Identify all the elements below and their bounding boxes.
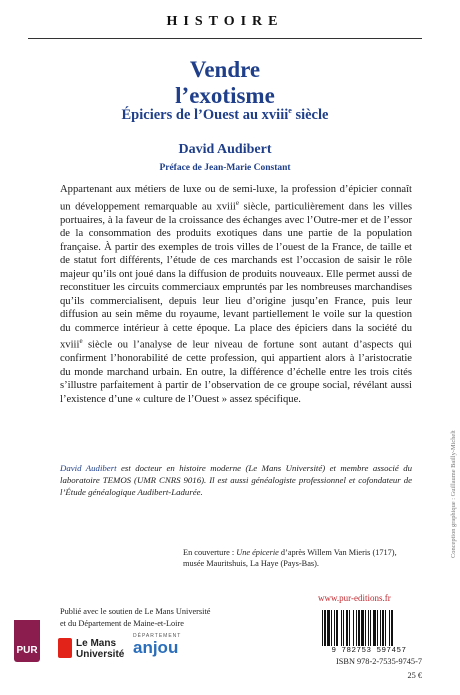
barcode-bar [370, 610, 371, 646]
blurb-sup2: e [79, 337, 83, 346]
barcode-bar [336, 610, 338, 646]
cover-prefix: En couverture : [183, 548, 237, 557]
anjou-logo [133, 633, 183, 657]
subtitle-end: siècle [291, 106, 329, 123]
barcode-bar [346, 610, 348, 646]
header-rule [28, 38, 422, 39]
blurb-part2: siècle, particulièrement dans les villes portuaires, à la faveur de la croissance des échanges avec l’Outre-mer et de l’essor de la consommation des produits exotiques dans une partie de la population française. À partir des exemples de trois villes de l’ouest de la France, de taille et de statut fort différents, l’étude de ces marchands est l’occasion de saisir le rôle majeur qu’ils ont joué dans la diffusion de produits nouveaux. Elle permet aussi de reconstituer les circuits commerciaux empruntés par les nombreuses marchandises qu’ils commercialisent, depuis leur lieu d’origine jusqu’en France, puis leur diffusion au sein même du royaume, levant partiellement le voile sur la question du commerce intérieur à cette époque. La place des épiciers dans la société du xviii [60, 201, 413, 351]
barcode-bar [382, 610, 384, 646]
book-subtitle [0, 106, 450, 124]
book-title-line1: Vendre [189, 57, 261, 82]
barcode-bar [380, 610, 381, 646]
design-credit: Conception graphique : Guillaume Bailly-Michelt [450, 430, 457, 558]
barcode-bar [322, 610, 323, 646]
le-mans-mark-icon [58, 638, 72, 658]
isbn: ISBN 978-2-7535-9745-7 [336, 657, 422, 666]
anjou-wordmark: anjou [133, 638, 179, 657]
blurb-part1: Appartenant aux métiers de luxe ou de semi-luxe, la profession d’épicier connaît un développement remarquable au xviii [60, 184, 412, 213]
preface-credit: Préface de Jean-Marie Constant [159, 163, 291, 173]
barcode-bar [377, 610, 378, 646]
cover-credit [183, 547, 423, 569]
barcode-digits: 9 782753 597457 [331, 647, 407, 655]
pur-logo [14, 620, 40, 662]
anjou-region-label: DÉPARTEMENT [133, 633, 182, 639]
barcode-bar [324, 610, 326, 646]
barcode-bar [358, 610, 360, 646]
blurb-part3: siècle ou l’analyse de leur niveau de fortune sont autant d’aspects qui confirment l’honorabilité de cette profession, qui appartient alors à l’aristocratie du monde marchand urbain. En outre, la différence d’échelle entre les trois cités s’illustre parfaitement à partir de l’observation de ce groupe social, révélant aussi l’existence d’une « culture de l’Ouest » assez spécifique. [60, 339, 412, 405]
barcode-bar [349, 610, 350, 646]
subtitle-main: Épiciers de l’Ouest au xviii [121, 106, 289, 123]
barcode-bar [391, 610, 393, 646]
publisher-url[interactable]: www.pur-editions.fr [318, 593, 391, 603]
barcode-bar [341, 610, 342, 646]
barcode-bar [343, 610, 344, 646]
book-title-line2: l’exotisme [175, 83, 275, 108]
bio-text: est docteur en histoire moderne (Le Mans Université) et membre associé du laboratoire TEMOS (UMR CNRS 9016). Il est aussi généalogiste professionnel et cofondateur de l’Étude généalogique Audibert-Ladurée. [60, 463, 412, 497]
support-line2: et du Département de Maine-et-Loire [60, 619, 184, 628]
price: 25 € [407, 671, 422, 680]
author-name: David Audibert [178, 142, 272, 157]
cover-work-title: Une épicerie [236, 548, 279, 557]
barcode-bar [368, 610, 369, 646]
series-label: HISTOIRE [166, 14, 284, 29]
barcode-bar [334, 610, 335, 646]
pur-logo-text: PUR [16, 645, 38, 656]
barcode-bar [353, 610, 354, 646]
author-bio [60, 463, 412, 498]
bio-author-name: David Audibert [60, 463, 117, 473]
barcode-bar [327, 610, 330, 646]
cover-line1-rest: d’après Willem Van Mieris (1717), [278, 548, 397, 557]
barcode-bar [373, 610, 376, 646]
blurb-sup1: e [235, 198, 239, 207]
barcode-bar [389, 610, 390, 646]
barcode [320, 610, 424, 646]
lemans-line2: Université [76, 649, 125, 660]
cover-line2: musée Mauritshuis, La Haye (Pays-Bas). [183, 559, 319, 568]
barcode-bar [356, 610, 357, 646]
barcode-bar [385, 610, 386, 646]
subtitle-sup: e [288, 106, 292, 115]
lemans-line1: Le Mans [76, 638, 117, 649]
support-line1: Publié avec le soutien de Le Mans Université [60, 607, 211, 616]
barcode-bar [365, 610, 366, 646]
barcode-bar [361, 610, 364, 646]
support-note [60, 606, 260, 630]
blurb-paragraph [60, 183, 412, 406]
barcode-bar [331, 610, 332, 646]
